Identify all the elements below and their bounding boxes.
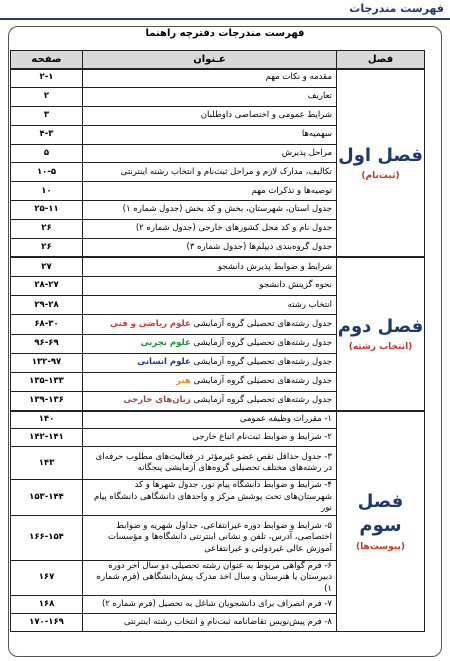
chapter-1-name: فصل اول [338, 144, 423, 166]
group-highlight-art: هنر [176, 376, 191, 387]
chapter-1-subtitle: (ثبت‌نام) [361, 171, 400, 182]
row-page: ۱۵۳-۱۴۴ [11, 480, 83, 515]
header-title: عـنوان [83, 51, 337, 69]
row-page: ۱۴۳ [11, 447, 83, 480]
row-page: ۲۸-۲۷ [11, 277, 83, 296]
row-page: ۲۶ [11, 220, 83, 239]
row-title [83, 373, 337, 392]
row-title: جدول گروه‌بندی دیپلم‌ها (جدول شماره ۳) [83, 239, 337, 258]
row-title: جدول استان، شهرستان، بخش و کد بخش (جدول شماره ۱) [83, 201, 337, 220]
row-page: ۲۶ [11, 239, 83, 258]
row-title [83, 353, 337, 372]
row-title: ۱- مقررات وظیفه عمومی [83, 411, 337, 429]
row-title: انتخاب رشته [83, 296, 337, 315]
row-page: ۱۶۶-۱۵۴ [11, 515, 83, 560]
row-title: مقدمه و نکات مهم [83, 69, 337, 88]
row-page: ۱۰-۵ [11, 163, 83, 182]
group-highlight-humanities: علوم انسانی [137, 357, 191, 368]
group-label: جدول رشته‌های تحصیلی گروه آزمایشی [193, 338, 332, 349]
row-page: ۱۶۷ [11, 560, 83, 595]
row-title: ۳- جدول حداقل نقص عضو غیرمؤثر در فعالیت‌های مطلوب حرفه‌ای در رشته‌های مختلف تحصیلی گروه‌های آزمایشی پنجگانه [83, 447, 337, 480]
group-label: جدول رشته‌های تحصیلی گروه آزمایشی [193, 357, 332, 368]
table-row [11, 69, 425, 88]
row-title [83, 315, 337, 334]
row-page: ۱۷۰-۱۶۹ [11, 614, 83, 632]
row-title: شرایط و ضوابط پذیرش دانشجو [83, 257, 337, 276]
row-title: نحوه گزینش دانشجو [83, 277, 337, 296]
row-page: ۳ [11, 106, 83, 125]
row-page: ۱۰ [11, 182, 83, 201]
chapter-3-cell [337, 411, 425, 632]
row-page: ۲-۱ [11, 69, 83, 88]
row-title [83, 392, 337, 411]
row-title: شرایط عمومی و اختصاصی داوطلبان [83, 106, 337, 125]
row-title: ۴- شرایط و ضوابط دانشگاه پیام نور، جدول شهرها و کد شهرستان‌های تحت پوشش مرکز و واحدهای دانشگاهی دانشگاه پیام نور [83, 480, 337, 515]
row-page: ۱۳۹-۱۳۶ [11, 392, 83, 411]
row-page: ۲ [11, 87, 83, 106]
header-page: صفحه [11, 51, 83, 69]
chapter-2-subtitle: (انتخاب رشته) [348, 342, 413, 353]
row-page: ۲۷ [11, 257, 83, 276]
header-chapter: فصل [337, 51, 425, 69]
chapter-3-subtitle: (پیوست‌ها) [356, 541, 405, 552]
row-page: ۴-۳ [11, 125, 83, 144]
toc-header-row [11, 51, 425, 69]
row-title: ۸- فرم پیش‌نویس تقاضانامه ثبت‌نام و انتخاب رشته اینترنتی [83, 614, 337, 632]
row-title: ۵- شرایط و ضوابط دوره غیرانتفاعی، جداول شهریه و ضوابط اختصاصی، آدرس، تلفن و نشانی اینترنتی دانشگاه‌ها و مؤسسات آموزش عالی غیردولتی و غیرانتفاعی [83, 515, 337, 560]
table-row [11, 411, 425, 429]
group-highlight-math: علوم ریاضی و فنی [110, 318, 191, 329]
header-bar [0, 0, 450, 20]
row-title: تعاریف [83, 87, 337, 106]
chapter-3-name: فصل سوم [357, 491, 404, 537]
chapter-2-name: فصل دوم [337, 315, 424, 337]
row-page: ۵ [11, 144, 83, 163]
row-page: ۱۴۲-۱۴۱ [11, 429, 83, 447]
row-title: تکالیف، مدارک لازم و مراحل ثبت‌نام و انتخاب رشته اینترنتی [83, 163, 337, 182]
group-label: جدول رشته‌های تحصیلی گروه آزمایشی [193, 395, 332, 406]
row-page: ۲۵-۱۱ [11, 201, 83, 220]
row-page: ۱۶۸ [11, 596, 83, 614]
row-title [83, 334, 337, 353]
toc-table [10, 50, 425, 632]
group-label: جدول رشته‌های تحصیلی گروه آزمایشی [193, 318, 332, 329]
group-highlight-languages: زبان‌های خارجی [123, 395, 191, 406]
group-highlight-biology: علوم تجربی [140, 338, 191, 349]
group-label: جدول رشته‌های تحصیلی گروه آزمایشی [193, 376, 332, 387]
row-title: جدول نام و کد محل کشورهای خارجی (جدول شماره ۲) [83, 220, 337, 239]
row-page: ۲۹-۲۸ [11, 296, 83, 315]
row-title: توصیه‌ها و تذکرات مهم [83, 182, 337, 201]
row-title: ۶- فرم گواهی مربوط به عنوان رشته تحصیلی دو سال آخر دوره دبیرستان یا هنرستان و سال اخذ مدرک پیش‌دانشگاهی (فرم شماره ۱) [83, 560, 337, 595]
row-page: ۱۳۵-۱۳۳ [11, 373, 83, 392]
row-page: ۱۴۰ [11, 411, 83, 429]
row-title: ۲- شرایط و ضوابط ثبت‌نام اتباع خارجی [83, 429, 337, 447]
row-title: مراحل پذیرش [83, 144, 337, 163]
row-page: ۹۶-۶۹ [11, 334, 83, 353]
document-title: فهرست مندرجات دفترچه راهنما [145, 28, 305, 39]
header-title: فهرست مندرجات [349, 2, 444, 15]
chapter-1-cell [337, 69, 425, 258]
row-page: ۶۸-۳۰ [11, 315, 83, 334]
row-title: ۷- فرم انصراف برای دانشجویان شاغل به تحصیل (فرم شماره ۲) [83, 596, 337, 614]
row-title: سهمیه‌ها [83, 125, 337, 144]
document-title-row [8, 28, 442, 48]
chapter-2-cell [337, 257, 425, 411]
row-page: ۱۳۲-۹۷ [11, 353, 83, 372]
table-row [11, 257, 425, 276]
